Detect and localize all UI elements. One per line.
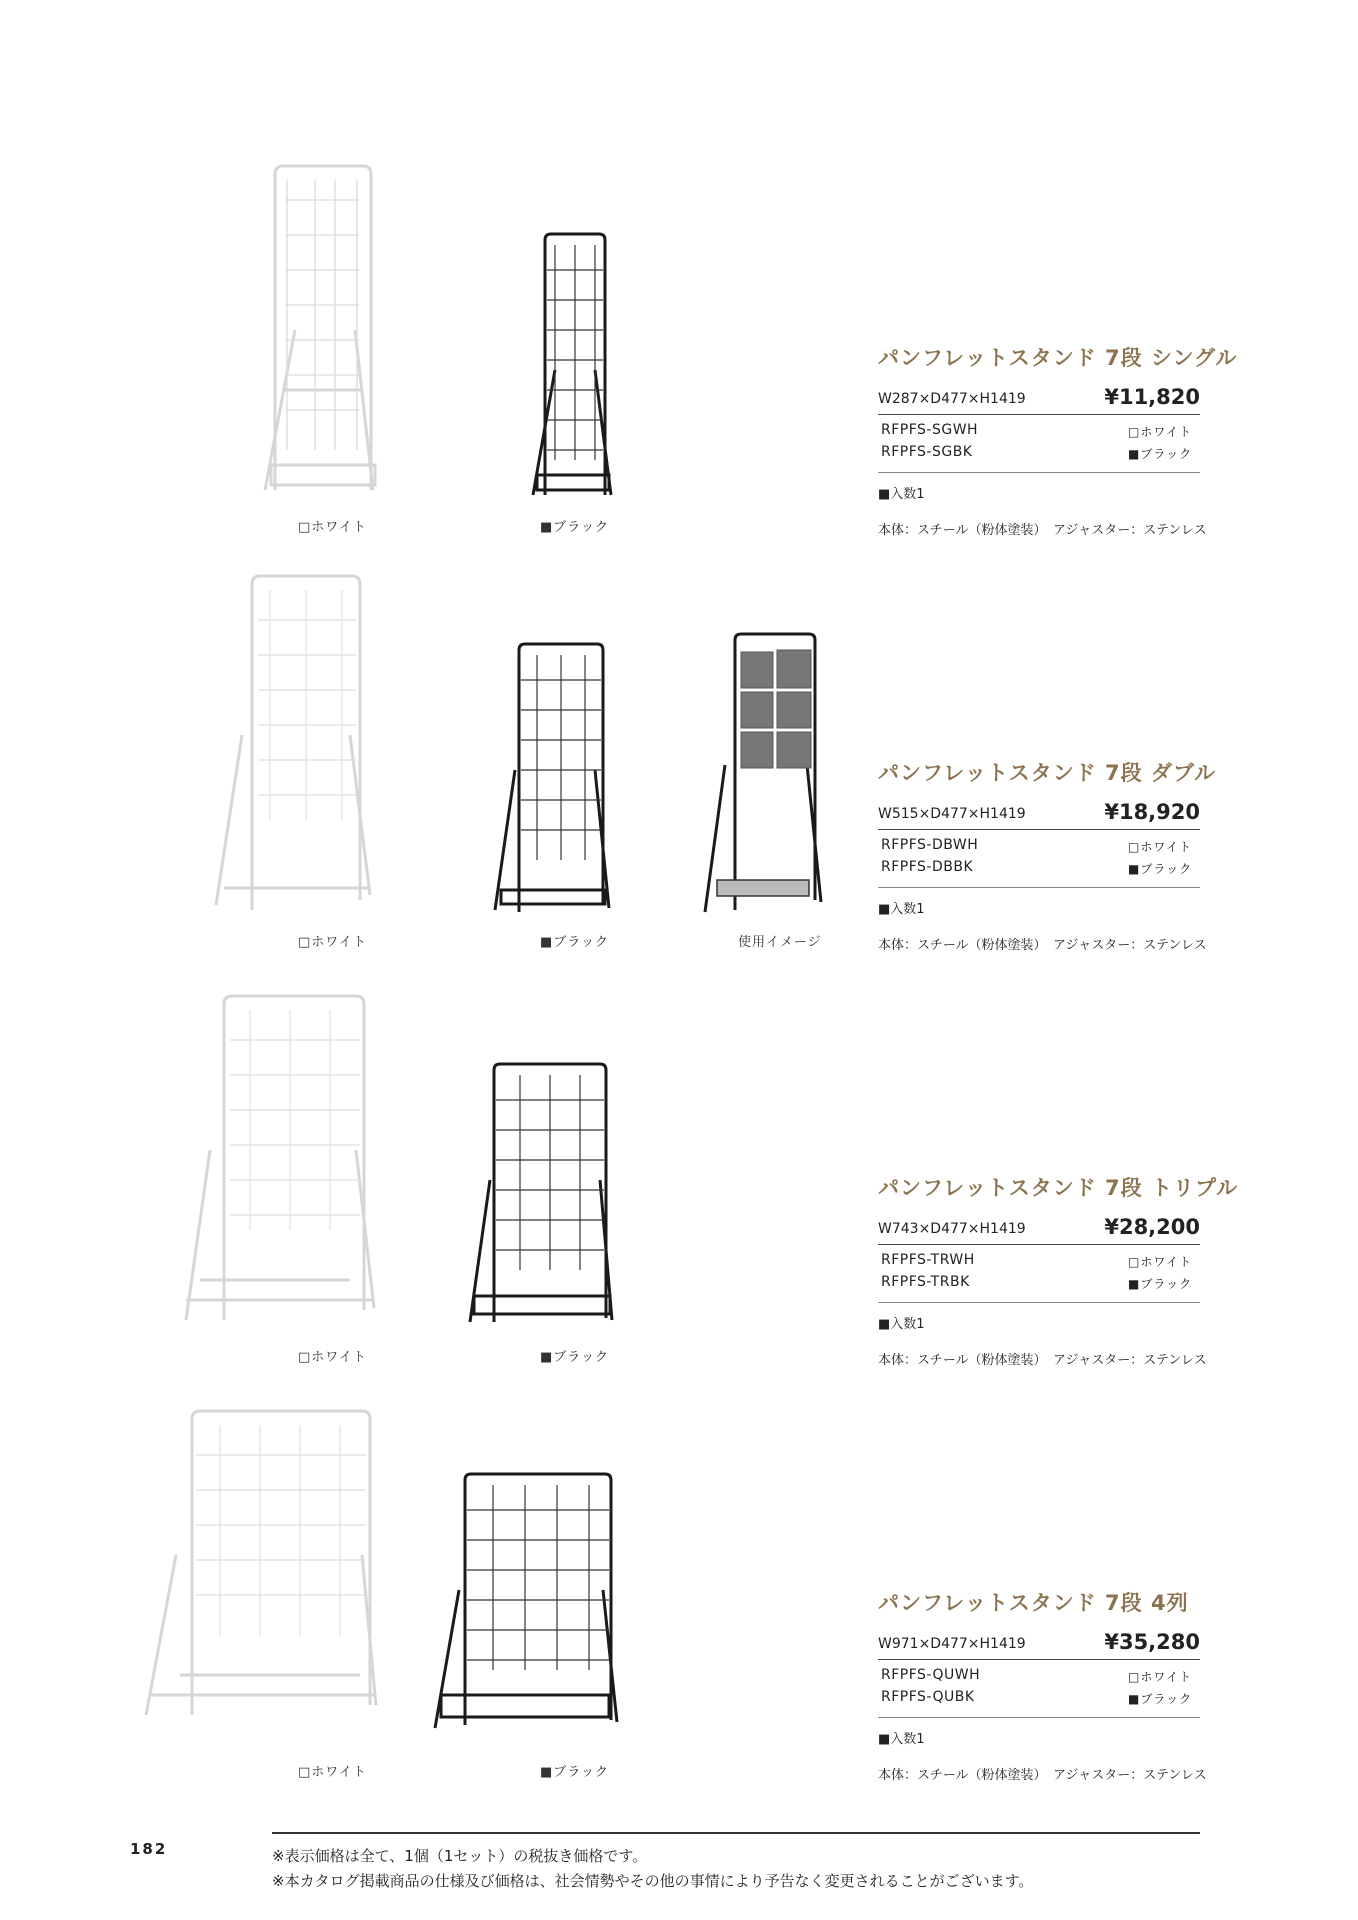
divider [878, 829, 1200, 830]
product-code: RFPFS-QUBK [881, 1689, 975, 1705]
product-material: 本体：スチール（粉体塗装） アジャスター：ステンレス [878, 1353, 1207, 1368]
product-section-single [0, 150, 1358, 565]
caption-black: ■ブラック [540, 520, 610, 535]
product-code: RFPFS-TRWH [881, 1252, 975, 1268]
footer-note-tax: ※表示価格は全て、1個（1セット）の税抜き価格です。 [272, 1847, 648, 1865]
caption-black: ■ブラック [540, 935, 610, 950]
product-code: RFPFS-DBBK [881, 859, 974, 875]
footer-divider [272, 1832, 1200, 1834]
divider [878, 1717, 1200, 1718]
product-color: □ホワイト [1128, 1255, 1192, 1269]
product-section-triple [0, 980, 1358, 1395]
caption-white: □ホワイト [298, 935, 367, 950]
product-code: RFPFS-QUWH [881, 1667, 981, 1683]
caption-black: ■ブラック [540, 1765, 610, 1780]
product-code: RFPFS-TRBK [881, 1274, 970, 1290]
caption-white: □ホワイト [298, 1765, 367, 1780]
product-dimensions: W743×D477×H1419 [878, 1221, 1026, 1237]
product-material: 本体：スチール（粉体塗装） アジャスター：ステンレス [878, 523, 1207, 538]
product-color: ■ブラック [1128, 447, 1193, 461]
product-quantity: ■入数1 [878, 1317, 925, 1332]
product-title: パンフレットスタンド 7段 トリプル [878, 1176, 1239, 1200]
product-title: パンフレットスタンド 7段 シングル [878, 346, 1238, 370]
stand-single-white-image [255, 160, 395, 500]
stand-quad-white-image [140, 1405, 380, 1725]
product-code: RFPFS-SGBK [881, 444, 973, 460]
product-dimensions: W515×D477×H1419 [878, 806, 1026, 822]
product-color: □ホワイト [1128, 425, 1192, 439]
product-dimensions: W971×D477×H1419 [878, 1636, 1026, 1652]
product-title: パンフレットスタンド 7段 4列 [878, 1591, 1189, 1615]
product-color: ■ブラック [1128, 1277, 1193, 1291]
caption-black: ■ブラック [540, 1350, 610, 1365]
product-section-double [0, 565, 1358, 980]
stand-triple-white-image [180, 990, 380, 1330]
product-price: ¥35,280 [1104, 1630, 1200, 1654]
stand-double-white-image [210, 570, 380, 915]
stand-double-usage-image [695, 630, 825, 915]
footer-note-change: ※本カタログ掲載商品の仕様及び価格は、社会情勢やその他の事情により予告なく変更されることがございます。 [272, 1872, 1034, 1890]
product-color: ■ブラック [1128, 862, 1193, 876]
divider [878, 1244, 1200, 1245]
stand-triple-black-image [460, 1060, 620, 1330]
product-price: ¥11,820 [1104, 385, 1200, 409]
product-title: パンフレットスタンド 7段 ダブル [878, 761, 1217, 785]
product-code: RFPFS-DBWH [881, 837, 979, 853]
product-quantity: ■入数1 [878, 1732, 925, 1747]
product-quantity: ■入数1 [878, 902, 925, 917]
caption-usage: 使用イメージ [738, 935, 822, 950]
caption-white: □ホワイト [298, 520, 367, 535]
product-material: 本体：スチール（粉体塗装） アジャスター：ステンレス [878, 938, 1207, 953]
stand-double-black-image [485, 640, 615, 915]
stand-single-black-image [515, 230, 625, 500]
divider [878, 1659, 1200, 1660]
product-section-quad [0, 1395, 1358, 1810]
divider [878, 472, 1200, 473]
stand-quad-black-image [425, 1470, 625, 1735]
product-color: ■ブラック [1128, 1692, 1193, 1706]
divider [878, 1302, 1200, 1303]
divider [878, 887, 1200, 888]
product-dimensions: W287×D477×H1419 [878, 391, 1026, 407]
divider [878, 414, 1200, 415]
product-code: RFPFS-SGWH [881, 422, 979, 438]
product-color: □ホワイト [1128, 1670, 1192, 1684]
page-number: 182 [130, 1840, 168, 1858]
product-material: 本体：スチール（粉体塗装） アジャスター：ステンレス [878, 1768, 1207, 1783]
product-price: ¥18,920 [1104, 800, 1200, 824]
product-color: □ホワイト [1128, 840, 1192, 854]
product-quantity: ■入数1 [878, 487, 925, 502]
caption-white: □ホワイト [298, 1350, 367, 1365]
product-price: ¥28,200 [1104, 1215, 1200, 1239]
